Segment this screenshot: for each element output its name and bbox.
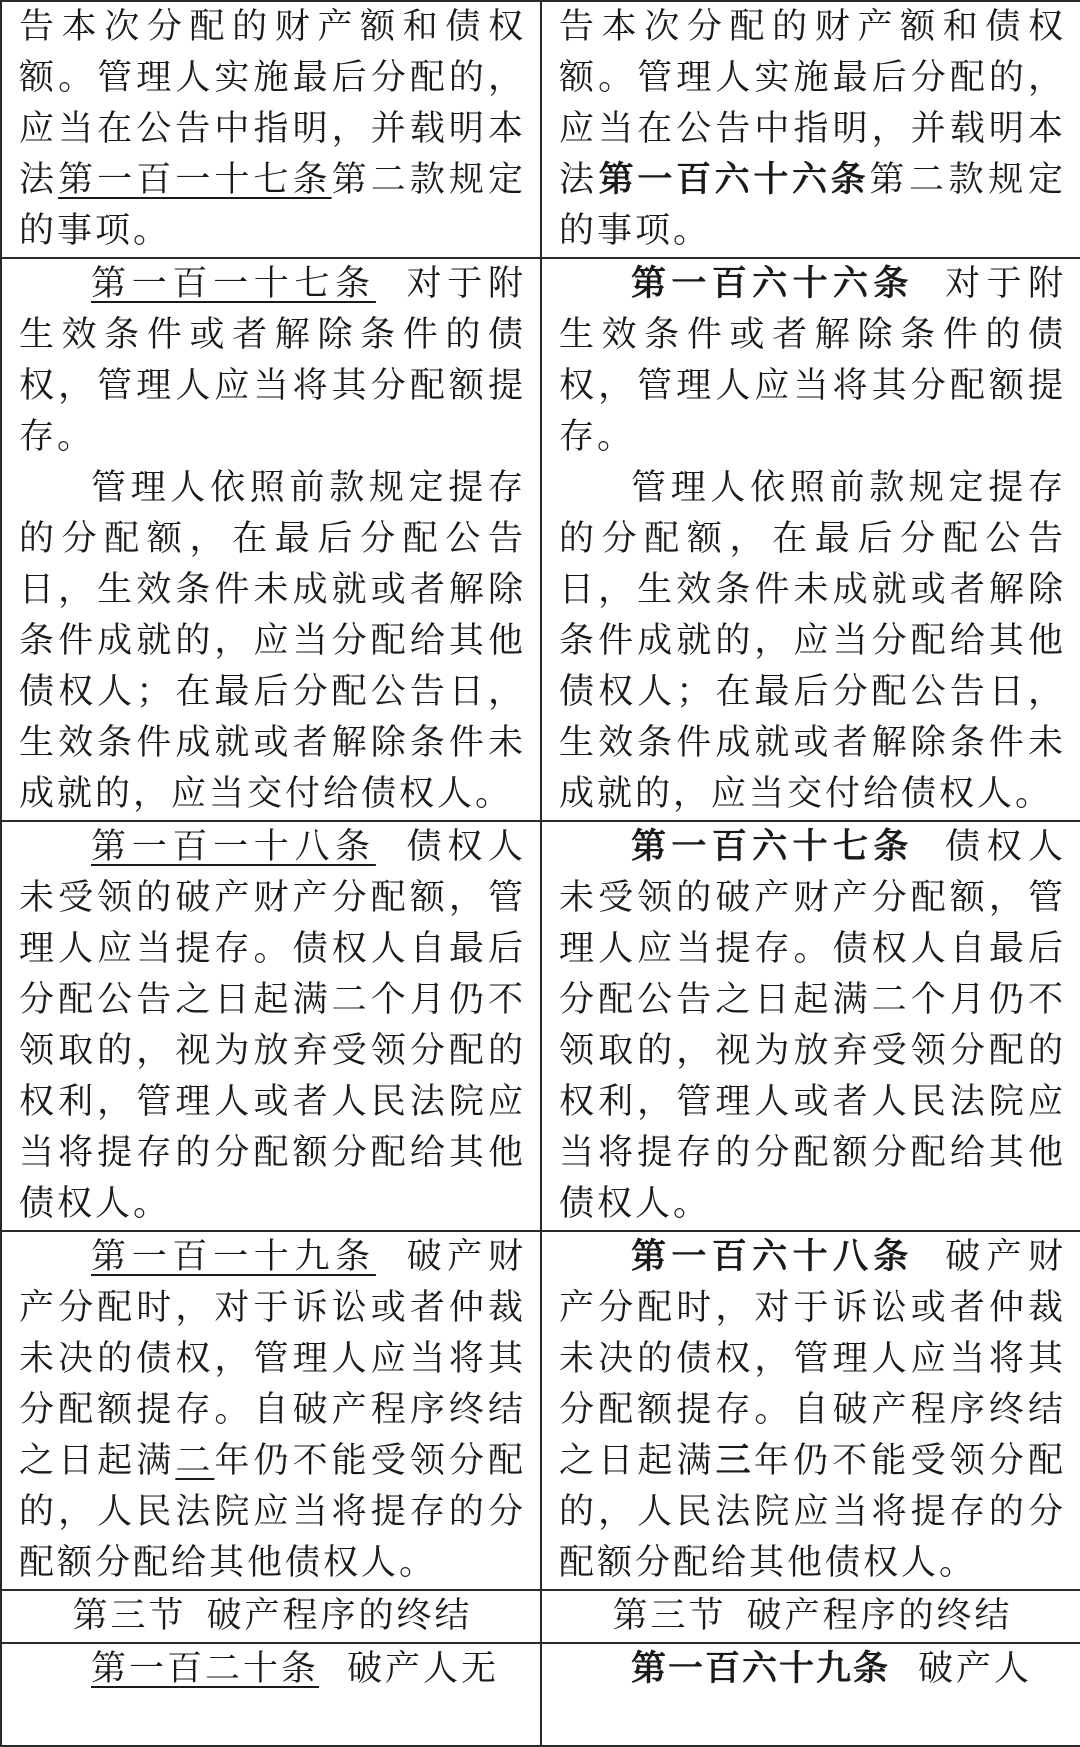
section-title: 破产程序的终结 [746, 1596, 1013, 1636]
new-law-paragraph [559, 259, 1066, 463]
table-row [1, 258, 1080, 821]
paragraph-text: 对于附生效条件或者解除条件的债权，管理人应当将其分配额提存。 [559, 264, 1066, 457]
new-article-number: 第一百六十六条 [631, 264, 914, 304]
table-row [1, 1, 1080, 258]
old-law-paragraph [19, 2, 526, 257]
new-law-paragraph [559, 822, 1066, 1230]
paragraph-text: 破产人 [918, 1649, 1033, 1689]
paragraph-text: 债权人未受领的破产财产分配额，管理人应当提存。债权人自最后分配公告之日起满二个月仍不领取的，视为放弃受领分配的权利，管理人或者人民法院应当将提存的分配额分配给其他债权人。 [19, 827, 526, 1224]
paragraph-text: 告本次分配的财产额和债权额。管理人实施最后分配的，应当在公告中指明，并载明本法 [19, 7, 526, 200]
paragraph-text: 年仍不能受领分配的，人民法院应当将提存的分配额分配给其他债权人。 [559, 1441, 1066, 1583]
old-law-cell [1, 1231, 541, 1590]
new-law-paragraph [559, 2, 1066, 257]
old-law-cell [1, 821, 541, 1231]
old-law-paragraph [19, 822, 526, 1230]
table-row [1, 1231, 1080, 1590]
old-article-number: 第一百一十八条 [91, 827, 376, 867]
section-title: 破产程序的终结 [206, 1596, 473, 1636]
section-number: 第三节 [72, 1596, 187, 1636]
old-law-paragraph [19, 1644, 526, 1695]
new-article-number: 第一百六十九条 [631, 1649, 891, 1689]
paragraph-text: 第二款规定的事项。 [559, 160, 1066, 251]
old-law-paragraph [19, 1232, 526, 1589]
new-law-cell [541, 1231, 1080, 1590]
table-row [1, 1643, 1080, 1746]
paragraph-text: 管理人依照前款规定提存的分配额，在最后分配公告日，生效条件未成就或者解除条件成就的，应当分配给其他债权人；在最后分配公告日，生效条件成就或者解除条件未成就的，应当交付给债权人。 [19, 468, 526, 814]
new-law-cell [541, 1, 1080, 258]
changed-term: 二 [175, 1441, 215, 1481]
new-law-paragraph [559, 463, 1066, 820]
new-article-number: 第一百六十七条 [631, 827, 914, 867]
paragraph-text: 破产财产分配时，对于诉讼或者仲裁未决的债权，管理人应当将其分配额提存。自破产程序终结之日起满 [559, 1237, 1066, 1481]
new-law-paragraph [559, 1644, 1066, 1695]
new-law-cell [541, 1643, 1080, 1746]
paragraph-text: 债权人未受领的破产财产分配额，管理人应当提存。债权人自最后分配公告之日起满二个月仍不领取的，视为放弃受领分配的权利，管理人或者人民法院应当将提存的分配额分配给其他债权人。 [559, 827, 1066, 1224]
old-article-number: 第一百一十七条 [91, 264, 376, 304]
paragraph-text: 破产财产分配时，对于诉讼或者仲裁未决的债权，管理人应当将其分配额提存。自破产程序终结之日起满 [19, 1237, 526, 1481]
paragraph-text: 破产人无 [347, 1649, 500, 1689]
new-law-cell [541, 258, 1080, 821]
old-law-paragraph [19, 259, 526, 463]
old-law-cell [1, 1643, 541, 1746]
table-row [1, 1590, 1080, 1643]
old-law-paragraph [19, 463, 526, 820]
paragraph-text: 年仍不能受领分配的，人民法院应当将提存的分配额分配给其他债权人。 [19, 1441, 526, 1583]
old-article-number: 第一百二十条 [91, 1649, 320, 1689]
old-article-reference: 第一百一十七条 [58, 160, 332, 200]
old-law-cell [1, 1, 541, 258]
old-article-number: 第一百一十九条 [91, 1237, 376, 1277]
paragraph-text: 对于附生效条件或者解除条件的债权，管理人应当将其分配额提存。 [19, 264, 526, 457]
new-law-paragraph [559, 1232, 1066, 1589]
new-section-heading [541, 1590, 1080, 1643]
changed-term: 三 [715, 1441, 754, 1481]
section-number: 第三节 [612, 1596, 727, 1636]
new-law-cell [541, 821, 1080, 1231]
new-article-reference: 第一百六十六条 [598, 160, 870, 200]
paragraph-text: 第二款规定的事项。 [19, 160, 526, 251]
paragraph-text: 告本次分配的财产额和债权额。管理人实施最后分配的，应当在公告中指明，并载明本法 [559, 7, 1066, 200]
old-law-cell [1, 258, 541, 821]
old-section-heading [1, 1590, 541, 1643]
paragraph-text: 管理人依照前款规定提存的分配额，在最后分配公告日，生效条件未成就或者解除条件成就的，应当分配给其他债权人；在最后分配公告日，生效条件成就或者解除条件未成就的，应当交付给债权人。 [559, 468, 1066, 814]
table-row [1, 821, 1080, 1231]
new-article-number: 第一百六十八条 [631, 1237, 914, 1277]
